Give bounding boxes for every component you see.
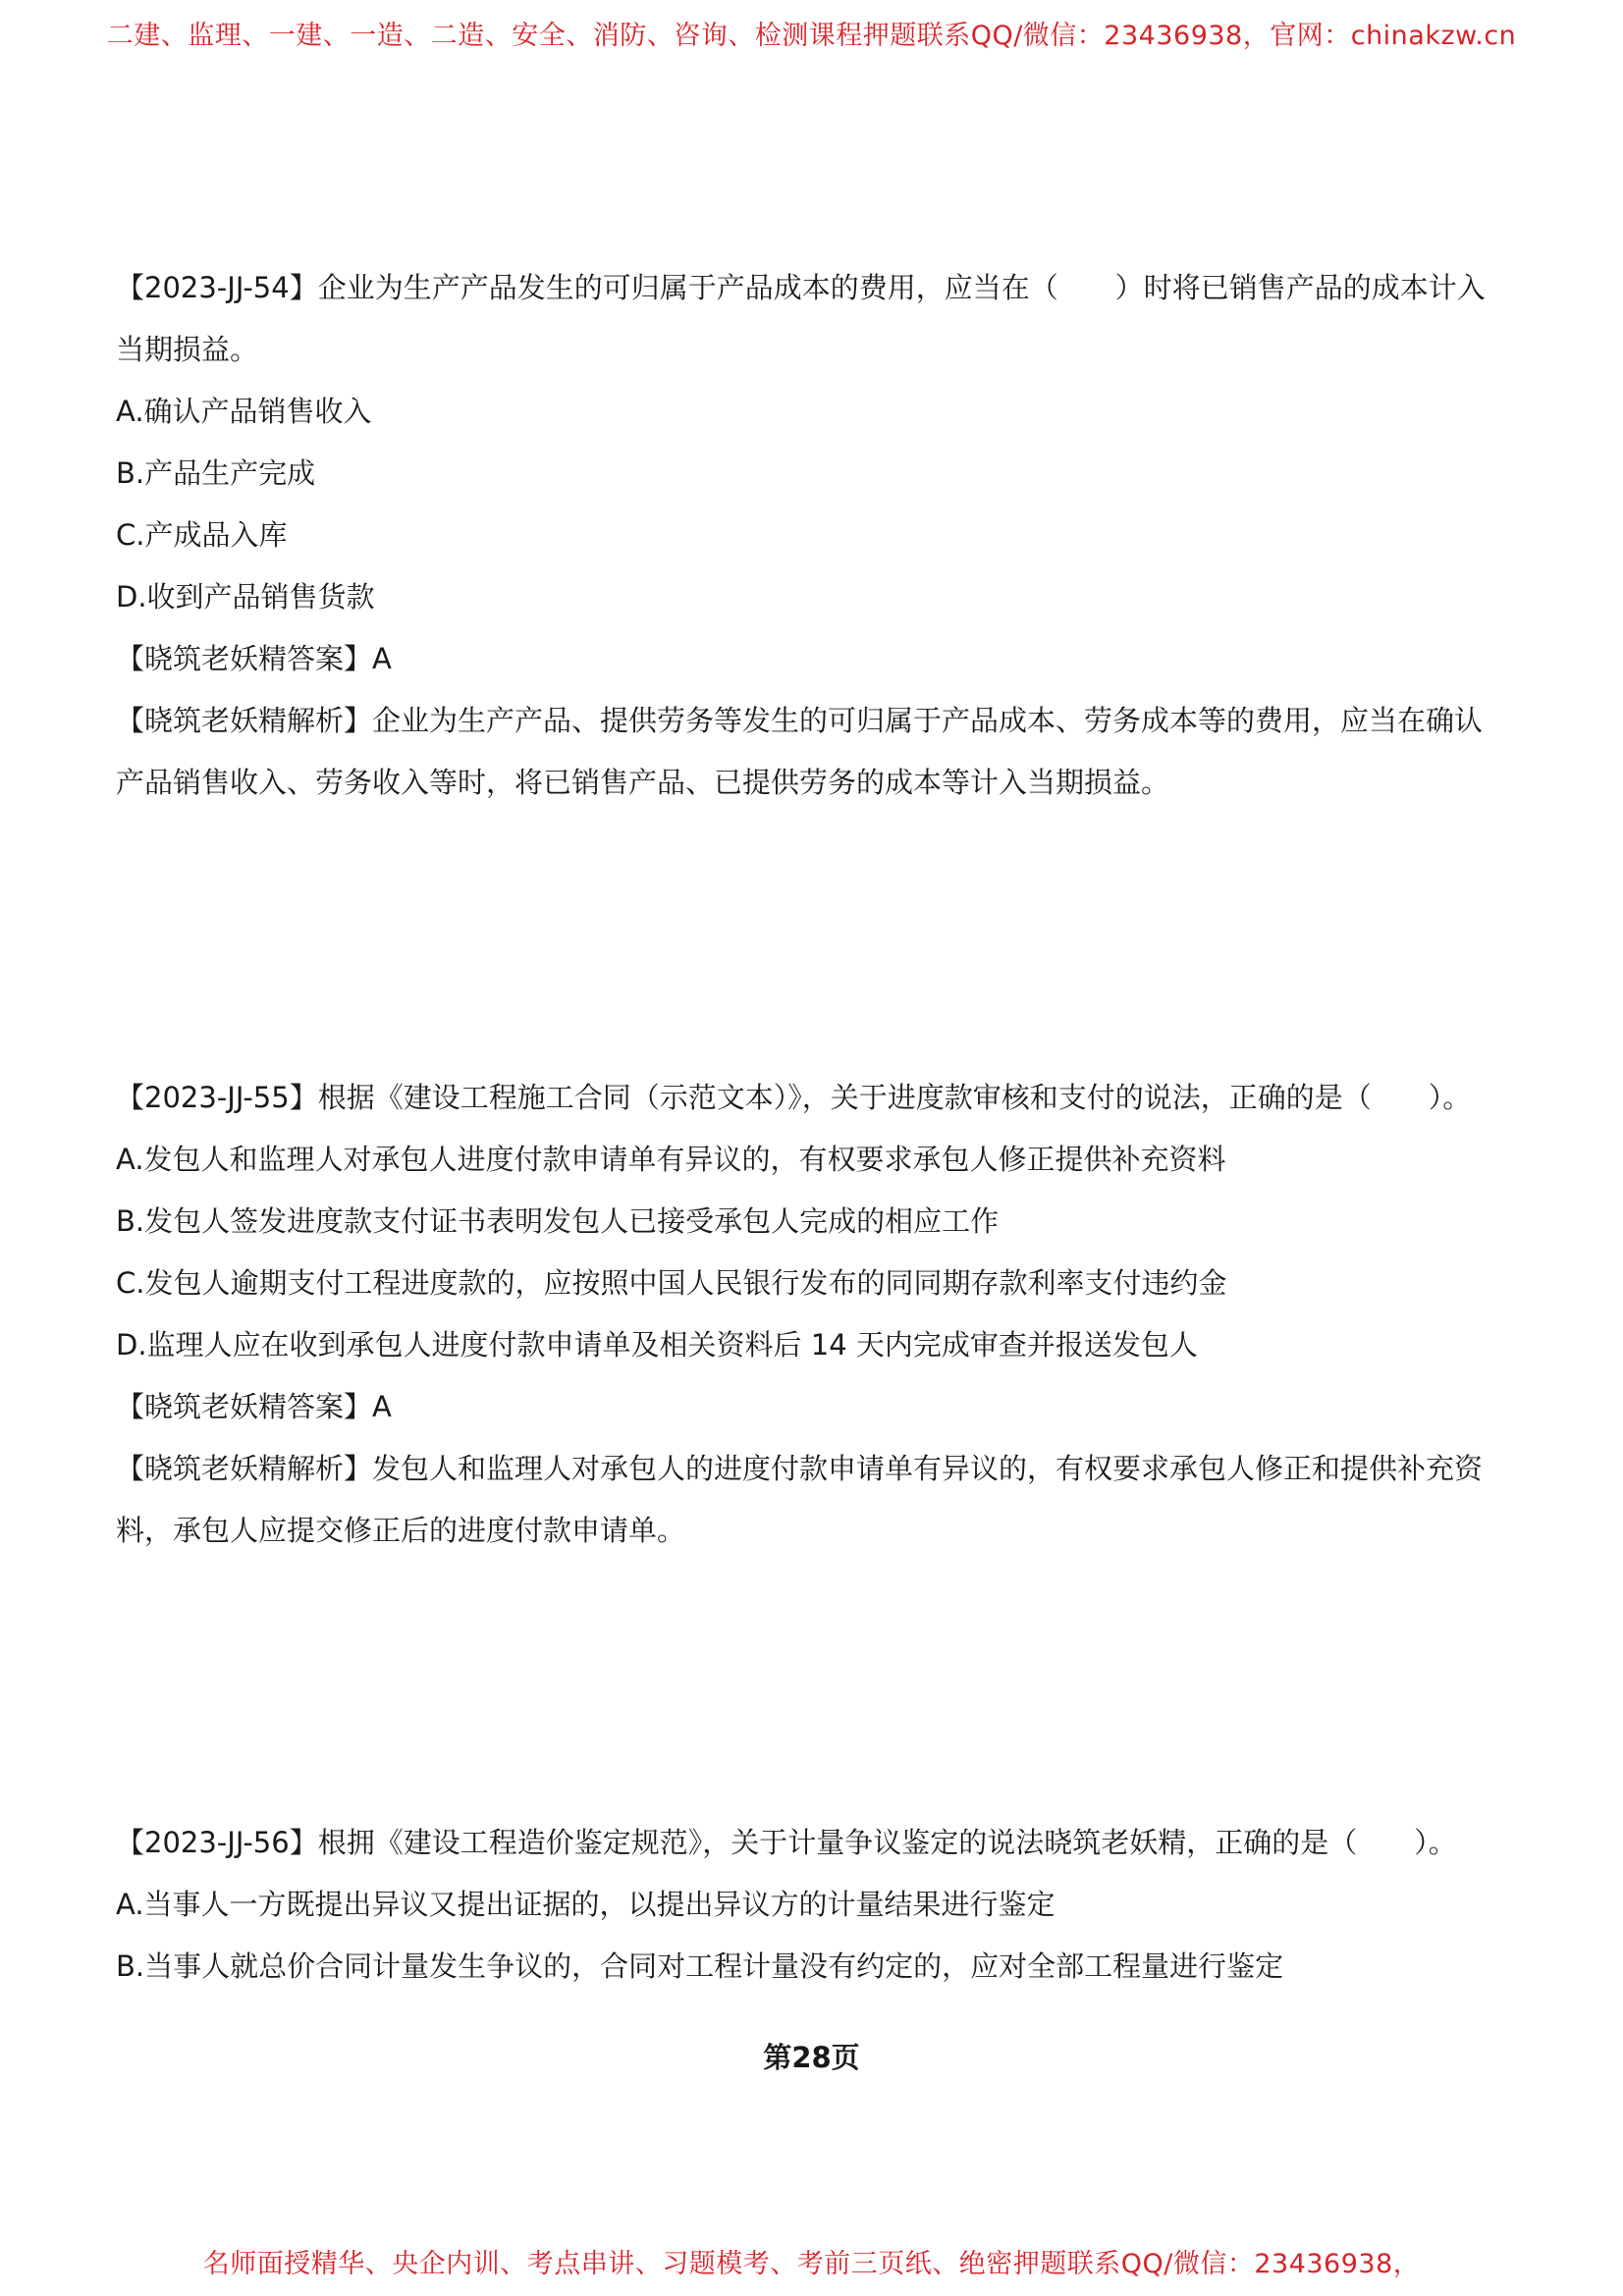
question-block-55: [116, 1067, 1520, 1562]
option-d: D.收到产品销售货款: [116, 580, 375, 614]
question-stem-continued: 当期损益。: [116, 333, 259, 366]
option-b: B.发包人签发进度款支付证书表明发包人已接受承包人完成的相应工作: [116, 1204, 1000, 1238]
option-a: A.发包人和监理人对承包人进度付款申请单有异议的，有权要求承包人修正提供补充资料: [116, 1143, 1226, 1176]
answer: 【晓筑老妖精答案】A: [116, 642, 392, 675]
answer: 【晓筑老妖精答案】A: [116, 1390, 392, 1423]
option-b: B.当事人就总价合同计量发生争议的，合同对工程计量没有约定的，应对全部工程量进行鉴定: [116, 1949, 1284, 1983]
question-block-54: [116, 257, 1520, 814]
question-stem: 【2023-JJ-54】企业为生产产品发生的可归属于产品成本的费用，应当在（ ）时将已销售产品的成本计入: [116, 271, 1486, 304]
question-block-56: [116, 1812, 1520, 1998]
option-a: A.当事人一方既提出异议又提出证据的，以提出异议方的计量结果进行鉴定: [116, 1888, 1055, 1921]
page-number: 第28页: [763, 2041, 860, 2074]
analysis: 【晓筑老妖精解析】发包人和监理人对承包人的进度付款申请单有异议的，有权要求承包人修正和提供补充资: [116, 1452, 1484, 1485]
question-stem: 【2023-JJ-56】根拥《建设工程造价鉴定规范》，关于计量争议鉴定的说法晓筑老妖精，正确的是（ ）。: [116, 1826, 1457, 1859]
option-d: D.监理人应在收到承包人进度付款申请单及相关资料后 14 天内完成审查并报送发包人: [116, 1328, 1198, 1362]
option-a: A.确认产品销售收入: [116, 395, 372, 428]
analysis-continued: 产品销售收入、劳务收入等时，将已销售产品、已提供劳务的成本等计入当期损益。: [116, 766, 1170, 799]
question-stem: 【2023-JJ-55】根据《建设工程施工合同（示范文本）》，关于进度款审核和支付的说法，正确的是（ ）。: [116, 1081, 1472, 1114]
option-b: B.产品生产完成: [116, 456, 316, 490]
header-banner: 二建、监理、一建、一造、二造、安全、消防、咨询、检测课程押题联系QQ/微信：23436938，官网：chinakzw.cn: [106, 21, 1517, 51]
option-c: C.产成品入库: [116, 518, 288, 552]
option-c: C.发包人逾期支付工程进度款的，应按照中国人民银行发布的同同期存款利率支付违约金: [116, 1266, 1227, 1300]
analysis: 【晓筑老妖精解析】企业为生产产品、提供劳务等发生的可归属于产品成本、劳务成本等的费用，应当在确认: [116, 704, 1484, 737]
footer-banner: 名师面授精华、央企内训、考点串讲、习题模考、考前三页纸、绝密押题联系QQ/微信：23436938，: [202, 2249, 1421, 2279]
analysis-continued: 料，承包人应提交修正后的进度付款申请单。: [116, 1514, 686, 1547]
